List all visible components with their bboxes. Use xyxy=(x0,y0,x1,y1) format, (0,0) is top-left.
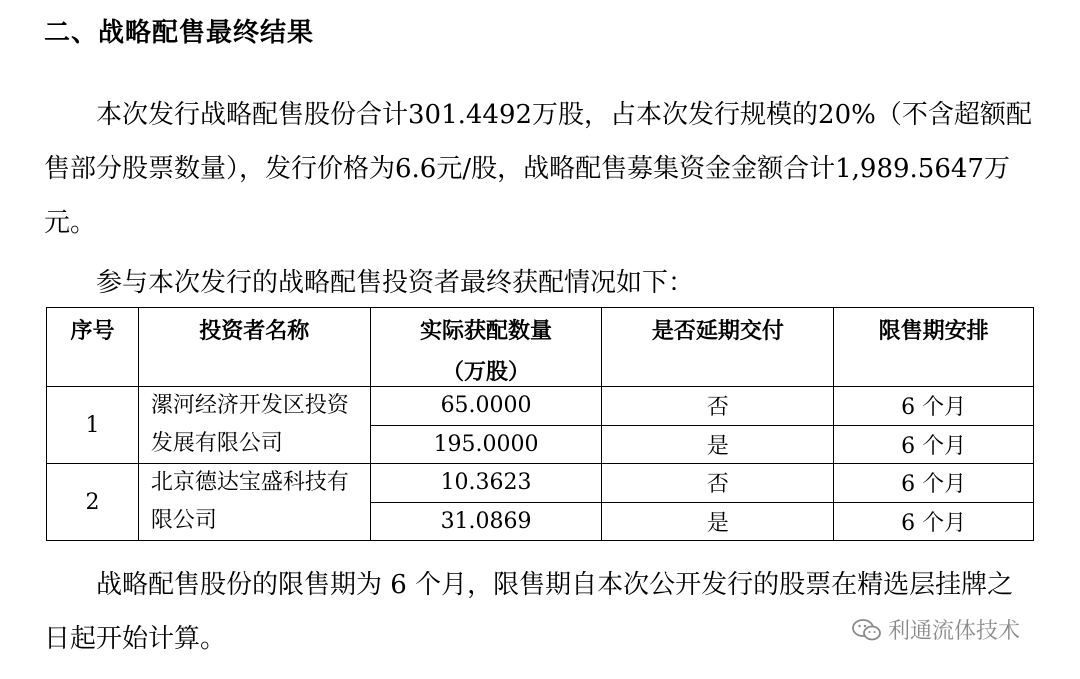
wechat-icon xyxy=(852,618,882,642)
paragraph-offering-summary-text: 本次发行战略配售股份合计301.4492万股，占本次发行规模的20%（不含超额配售部分股票数量），发行价格为6.6元/股，战略配售募集资金金额合计1,989.5647万元。 xyxy=(44,100,1032,238)
header-deferred: 是否延期交付 xyxy=(602,308,834,387)
table-row xyxy=(47,387,1034,426)
cell-quantity: 10.3623 xyxy=(370,464,602,503)
allocation-table xyxy=(46,307,1034,541)
watermark xyxy=(852,614,1020,645)
cell-lockup: 6 个月 xyxy=(834,387,1034,426)
header-seq: 序号 xyxy=(47,308,139,387)
cell-quantity: 195.0000 xyxy=(370,425,602,464)
cell-lockup: 6 个月 xyxy=(834,502,1034,541)
cell-investor-name: 北京德达宝盛科技有限公司 xyxy=(138,464,370,541)
paragraph-offering-summary xyxy=(44,88,1034,250)
cell-lockup: 6 个月 xyxy=(834,464,1034,503)
paragraph-lockup-note xyxy=(44,558,1034,666)
cell-investor-name: 漯河经济开发区投资发展有限公司 xyxy=(138,387,370,464)
paragraph-lockup-note-text: 战略配售股份的限售期为 6 个月，限售期自本次公开发行的股票在精选层挂牌之日起开始计算。 xyxy=(44,570,1014,654)
watermark-text: 利通流体技术 xyxy=(888,619,1021,644)
cell-quantity: 31.0869 xyxy=(370,502,602,541)
cell-deferred: 是 xyxy=(602,502,834,541)
cell-seq: 1 xyxy=(47,387,139,464)
header-lockup: 限售期安排 xyxy=(834,308,1034,387)
table-header-row xyxy=(47,308,1034,387)
cell-deferred: 否 xyxy=(602,387,834,426)
paragraph-table-intro-text: 参与本次发行的战略配售投资者最终获配情况如下： xyxy=(96,268,695,298)
header-investor: 投资者名称 xyxy=(138,308,370,387)
header-quantity-line1: 实际获配数量 xyxy=(420,319,553,344)
table-row xyxy=(47,464,1034,503)
cell-deferred: 否 xyxy=(602,464,834,503)
section-heading: 二、战略配售最终结果 xyxy=(44,18,315,48)
paragraph-table-intro xyxy=(44,256,1034,310)
cell-seq: 2 xyxy=(47,464,139,541)
cell-quantity: 65.0000 xyxy=(370,387,602,426)
header-quantity-line2: （万股） xyxy=(442,360,531,385)
cell-lockup: 6 个月 xyxy=(834,425,1034,464)
cell-deferred: 是 xyxy=(602,425,834,464)
header-quantity xyxy=(370,308,602,387)
